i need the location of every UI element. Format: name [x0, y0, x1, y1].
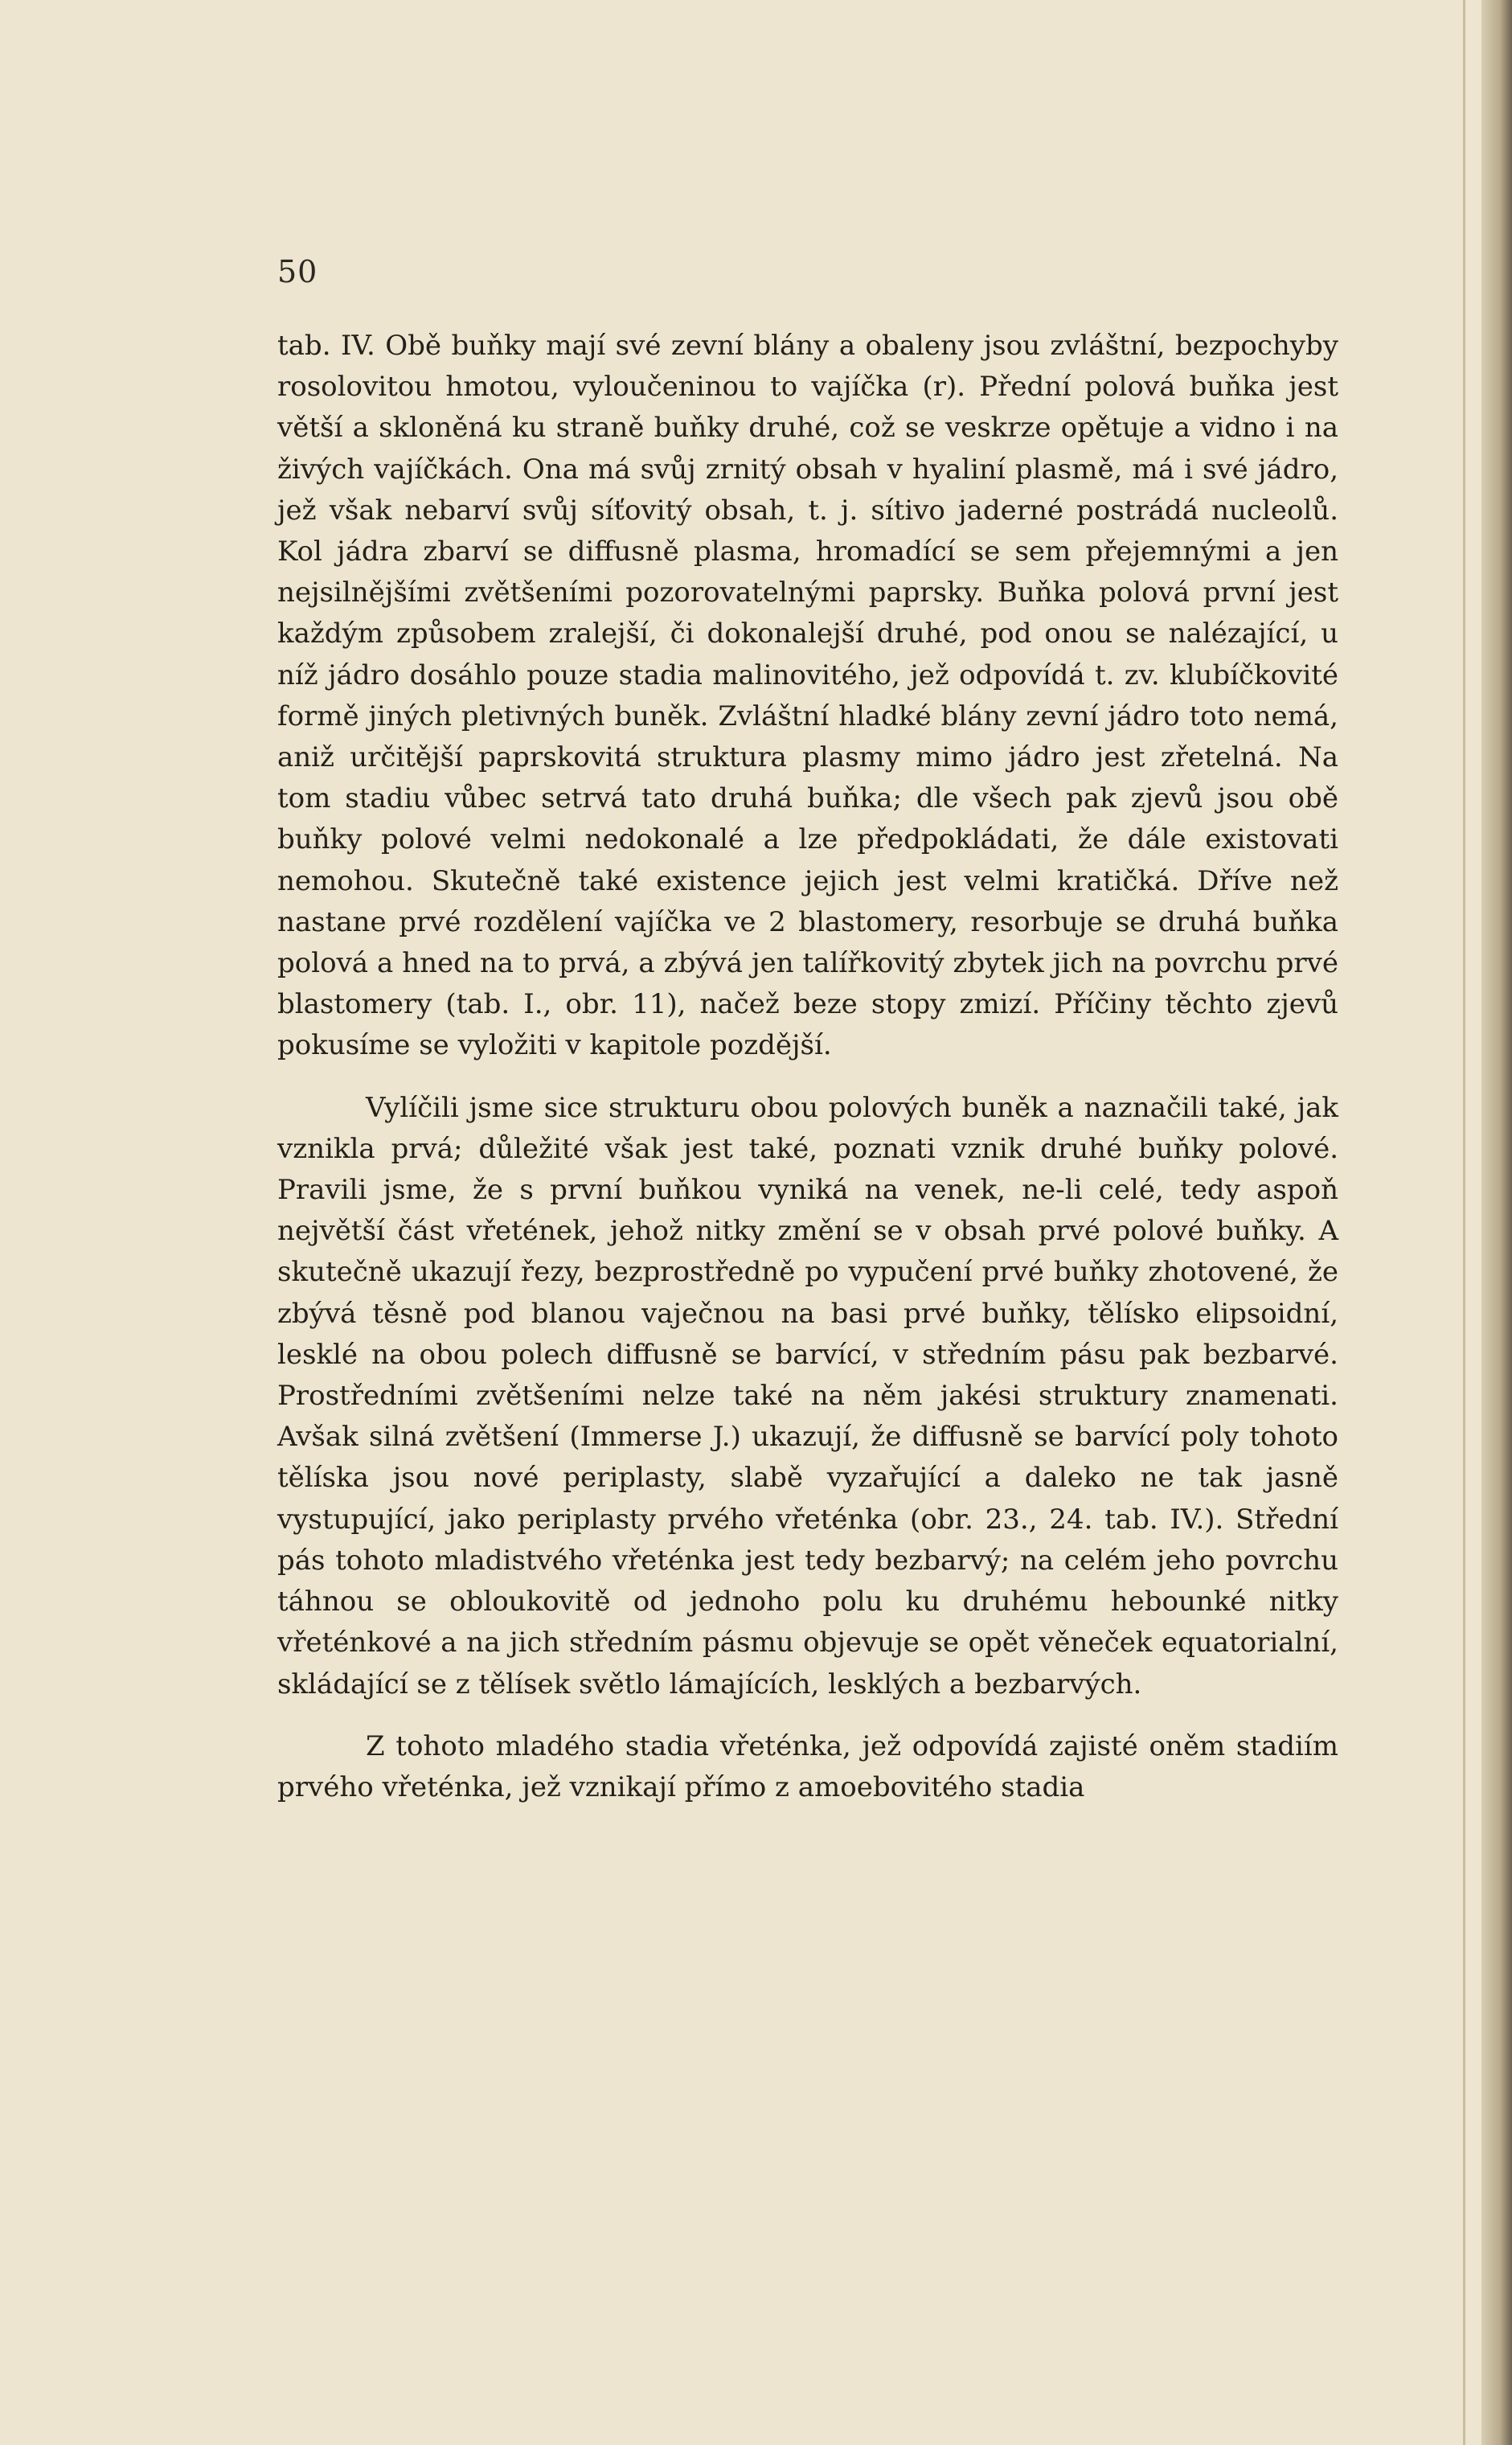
binding-shadow	[1481, 0, 1512, 2445]
paragraph: Z tohoto mladého stadia vřeténka, jež odpovídá zajisté oněm stadiím prvého vřeténka, jež vznikají přímo z amoebovitého stadia	[277, 1729, 1338, 1803]
paragraph: Vylíčili jsme sice strukturu obou polových buněk a naznačili také, jak vznikla prvá; důležité však jest také, poznati vznik druhé buňky polové. Pravili jsme, že s první buňkou vyniká na venek, ne-li celé, tedy aspoň největší část vřetének, jehož nitky změní se v obsah prvé polové buňky. A skutečně ukazují řezy, bezprostředně po vypučení prvé buňky zhotovené, že zbývá těsně pod blanou vaječnou na basi prvé buňky, tělísko elipsoidní, lesklé na obou polech diffusně se barvící, v středním pásu pak bezbarvé. Prostředními zvětšeními nelze také na něm jakési struktury znamenati. Avšak silná zvětšení (Immerse J.) ukazují, že diffusně se barvící poly tohoto tělíska jsou nové periplasty, slabě vyzařující a daleko ne tak jasně vystupující, jako periplasty prvého vřeténka (obr. 23., 24. tab. IV.). Střední pás tohoto mladistvého vřeténka jest tedy bezbarvý; na celém jeho povrchu táhnou se obloukovitě od jednoho polu ku druhému hebounké nitky vřeténkové a na jich středním pásmu objevuje se opět věneček equatorialní, skládající se z tělísek světlo lámajících, lesklých a bezbarvých.	[277, 1091, 1338, 1700]
page-number: 50	[277, 254, 318, 289]
page-edge	[1463, 0, 1465, 2445]
paragraph: tab. IV. Obě buňky mají své zevní blány a obaleny jsou zvláštní, bezpochyby rosolovitou hmotou, vyloučeninou to vajíčka (r). Přední polová buňka jest větší a skloněná ku straně buňky druhé, což se veskrze opětuje a vidno i na živých vajíčkách. Ona má svůj zrnitý obsah v hyaliní plasmě, má i své jádro, jež však nebarví svůj síťovitý obsah, t. j. sítivo jaderné postrádá nucleolů. Kol jádra zbarví se diffusně plasma, hromadící se sem přejemnými a jen nejsilnějšími zvětšeními pozorovatelnými paprsky. Buňka polová první jest každým způsobem zralejší, či dokonalejší druhé, pod onou se nalézající, u níž jádro dosáhlo pouze stadia malinovitého, jež odpovídá t. zv. klubíčkovité formě jiných pletivných buněk. Zvláštní hladké blány zevní jádro toto nemá, aniž určitější paprskovitá struktura plasmy mimo jádro jest zřetelná. Na tom stadiu vůbec setrvá tato druhá buňka; dle všech pak zjevů jsou obě buňky polové velmi nedokonalé a lze předpokládati, že dále existovati nemohou. Skutečně také existence jejich jest velmi kratičká. Dříve než nastane prvé rozdělení vajíčka ve 2 blastomery, resorbuje se druhá buňka polová a hned na to prvá, a zbývá jen talířkovitý zbytek jich na povrchu prvé blastomery (tab. I., obr. 11), načež beze stopy zmizí. Příčiny těchto zjevů pokusíme se vyložiti v kapitole pozdější.	[277, 330, 1338, 1062]
body-text	[277, 326, 1338, 1808]
